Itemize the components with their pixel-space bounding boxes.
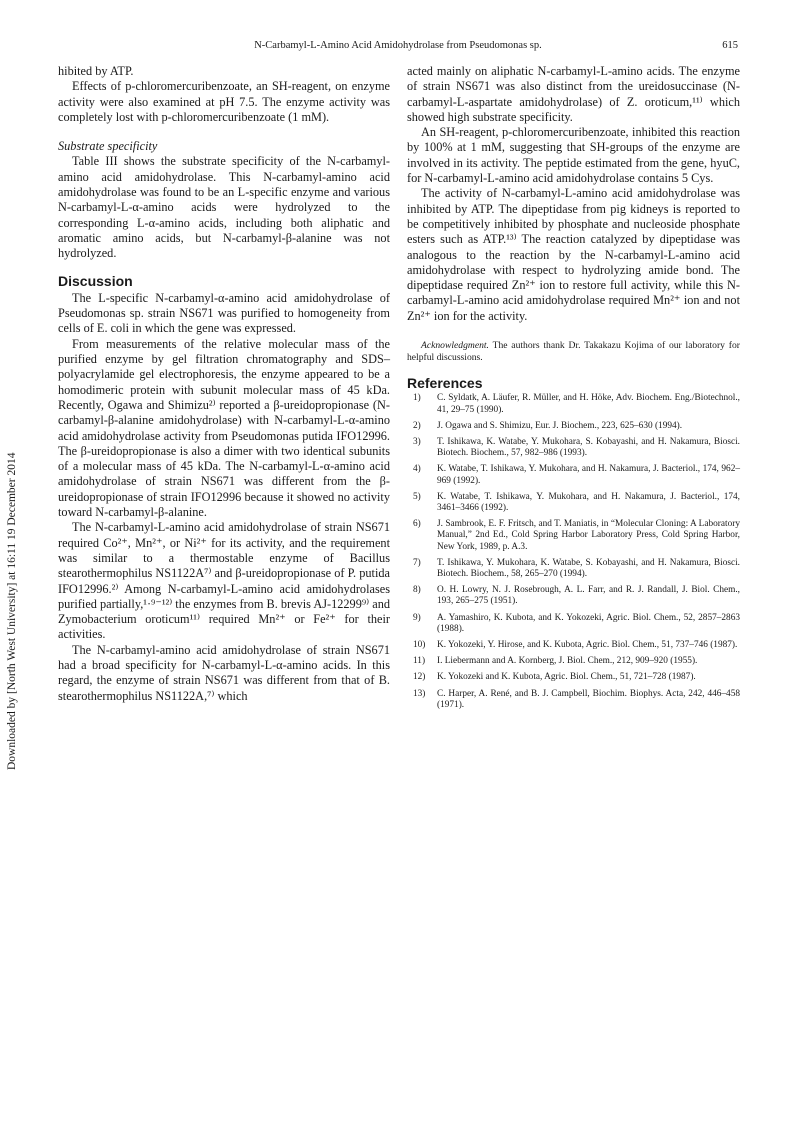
running-title: N-Carbamyl-L-Amino Acid Amidohydrolase from Pseudomonas sp. bbox=[254, 40, 542, 51]
reference-number: 8) bbox=[413, 585, 421, 596]
reference-number: 7) bbox=[413, 557, 421, 568]
reference-item bbox=[407, 421, 740, 432]
reference-text: J. Sambrook, E. F. Fritsch, and T. Maniatis, in “Molecular Cloning: A Laboratory Manual,” 2nd Ed., Cold Spring Harbor Laboratory Press, Cold Spring Harbor, New York, 1989, p. A.3. bbox=[437, 519, 740, 552]
reference-list bbox=[407, 393, 740, 711]
reference-item bbox=[407, 492, 740, 514]
reference-item bbox=[407, 640, 740, 651]
reference-text: K. Yokozeki, Y. Hirose, and K. Kubota, Agric. Biol. Chem., 51, 737–746 (1987). bbox=[437, 640, 738, 650]
reference-number: 6) bbox=[413, 519, 421, 530]
subsection-heading: Substrate specificity bbox=[58, 139, 158, 154]
reference-number: 3) bbox=[413, 436, 421, 447]
reference-item bbox=[407, 613, 740, 635]
reference-number: 5) bbox=[413, 491, 421, 502]
paragraph: From measurements of the relative molecular mass of the purified enzyme by gel filtration chromatography and SDS–polyacrylamide gel electrophoresis, the enzyme appeared to be a homodimeric protein with subunit molecular mass of 45 kDa. Recently, Ogawa and Shimizu²⁾ reported a β-ureidopropionase (N-carbamyl-β-alanine amidohydrolase) with N-carbamyl-L-α-amino acid amidohydrolase activity from Pseudomonas putida IFO12996. The β-ureidopropionase is also a dimer with two identical subunits of a molecular mass of 45 kDa. The N-carbamyl-L-α-amino acid amidohydrolase of strain NS671 was different from the β-ureidopropionase of strain IFO12996 because it showed no activity toward N-carbamyl-β-alanine. bbox=[58, 336, 390, 520]
acknowledgment bbox=[407, 340, 740, 364]
reference-text: K. Yokozeki and K. Kubota, Agric. Biol. Chem., 51, 721–728 (1987). bbox=[437, 672, 696, 683]
reference-item bbox=[407, 464, 740, 486]
download-notice: Downloaded by [North West University] at 16:11 19 December 2014 bbox=[6, 452, 18, 770]
paragraph: An SH-reagent, p-chloromercuribenzoate, inhibited this reaction by 100% at 1 mM, suggesting that SH-groups of the enzyme are involved in its activity. The peptide estimated from the gene, hyuC, for N-carbamyl-L-amino acid amidohydrolase contains 5 Cys. bbox=[407, 125, 740, 186]
acknowledgment-text: The authors thank Dr. Takakazu Kojima of our laboratory for helpful discussions. bbox=[407, 340, 740, 364]
reference-number: 13) bbox=[413, 688, 426, 699]
reference-text: T. Ishikawa, K. Watabe, Y. Mukohara, S. Kobayashi, and H. Nakamura, Biosci. Biotech. Biochem., 57, 982–986 (1993). bbox=[437, 436, 740, 459]
paragraph: Effects of p-chloromercuribenzoate, an SH-reagent, on enzyme activity were also examined at pH 7.5. The enzyme activity was completely lost with p-chloromercuribenzoate (1 mM). bbox=[58, 79, 390, 124]
reference-item bbox=[407, 437, 740, 459]
reference-number: 4) bbox=[413, 464, 421, 475]
paragraph: Table III shows the substrate specificity of the N-carbamyl-amino acid amidohydrolase. This N-carbamyl-amino acid amidohydrolase was found to be an L-specific enzyme and various N-carbamyl-L-α-amino acids were hydrolyzed to the corresponding L-α-amino acids, including both aliphatic and aromatic amino acids, but N-carbamyl-β-alanine was not hydrolyzed. bbox=[58, 154, 390, 261]
reference-item bbox=[407, 558, 740, 580]
reference-item bbox=[407, 689, 740, 711]
paragraph: The N-carbamyl-L-amino acid amidohydrolase of strain NS671 required Co²⁺, Mn²⁺, or Ni²⁺ for its activity, and the requirement was similar to a thermostable enzyme of Bacillus stearothermophilus NS1122A⁷⁾ and β-ureidopropionase of P. putida IFO12996.²⁾ Among N-carbamyl-L-amino acid amidohydrolases purified partially,¹·⁹⁻¹²⁾ the enzymes from B. brevis AJ-12299⁹⁾ and Zymobacterium oroticum¹¹⁾ required Mn²⁺ or Fe²⁺ for their activities. bbox=[58, 520, 390, 642]
reference-item bbox=[407, 519, 740, 553]
references-heading: References bbox=[407, 375, 483, 392]
reference-text: A. Yamashiro, K. Kubota, and K. Yokozeki, Agric. Biol. Chem., 52, 2857–2863 (1988). bbox=[437, 612, 740, 634]
paragraph: The activity of N-carbamyl-L-amino acid amidohydrolase was inhibited by ATP. The dipeptidase from pig kidneys is reported to be competitively inhibited by phosphate and nucleoside phosphate esters such as ATP.¹³⁾ The reaction catalyzed by dipeptidase was analogous to the reaction by the N-carbamyl-L-amino acid amidohydrolase with respect to hydrolyzing amide bond. The dipeptidase required Zn²⁺ ion to restore full activity, while this N-carbamyl-L-amino acid amidohydrolase required Mn²⁺ ion and not Zn²⁺ ion for the activity. bbox=[407, 186, 740, 323]
reference-text: C. Harper, A. René, and B. J. Campbell, Biochim. Biophys. Acta, 242, 446–458 (1971). bbox=[437, 688, 740, 710]
reference-text: K. Watabe, T. Ishikawa, Y. Mukohara, and H. Nakamura, J. Bacteriol., 174, 3461–3466 (1992). bbox=[437, 491, 740, 513]
reference-text: J. Ogawa and S. Shimizu, Eur. J. Biochem., 223, 625–630 (1994). bbox=[437, 420, 683, 431]
left-column bbox=[58, 64, 390, 704]
paragraph: acted mainly on aliphatic N-carbamyl-L-amino acids. The enzyme of strain NS671 was also distinct from the ureidosuccinase (N-carbamyl-L-aspartate amidohydrolase) of Z. oroticum,¹¹⁾ which showed high substrate specificity. bbox=[407, 64, 740, 124]
discussion-heading: Discussion bbox=[58, 272, 133, 289]
paragraph: The L-specific N-carbamyl-α-amino acid amidohydrolase of Pseudomonas sp. strain NS671 was purified to homogeneity from cells of E. coli in which the gene was expressed. bbox=[58, 290, 390, 336]
reference-number: 10) bbox=[413, 640, 426, 650]
reference-text: O. H. Lowry, N. J. Rosebrough, A. L. Farr, and R. J. Randall, J. Biol. Chem., 193, 265–275 (1951). bbox=[437, 585, 740, 607]
reference-item bbox=[407, 585, 740, 607]
paragraph: The N-carbamyl-amino acid amidohydrolase of strain NS671 had a broad specificity for N-carbamyl-L-α-amino acids. In this regard, the enzyme of strain NS671 was different from that of B. stearothermophilus NS1122A,⁷⁾ which bbox=[58, 642, 390, 703]
reference-text: K. Watabe, T. Ishikawa, Y. Mukohara, and H. Nakamura, J. Bacteriol., 174, 962–969 (1992). bbox=[437, 464, 740, 486]
acknowledgment-label: Acknowledgment. bbox=[421, 340, 489, 352]
reference-text: C. Syldatk, A. Läufer, R. Müller, and H. Höke, Adv. Biochem. Eng./Biotechnol., 41, 29–75 (1990). bbox=[437, 393, 740, 415]
reference-number: 9) bbox=[413, 612, 421, 623]
running-header bbox=[58, 40, 738, 56]
right-column bbox=[407, 64, 740, 716]
page-number: 615 bbox=[722, 40, 738, 51]
reference-text: T. Ishikawa, Y. Mukohara, K. Watabe, S. Kobayashi, and H. Nakamura, Biosci. Biotech. Biochem., 58, 265–270 (1994). bbox=[437, 557, 740, 579]
reference-item bbox=[407, 393, 740, 415]
reference-number: 12) bbox=[413, 672, 426, 683]
reference-item bbox=[407, 672, 740, 683]
reference-number: 11) bbox=[413, 656, 426, 667]
reference-number: 1) bbox=[413, 393, 421, 404]
reference-number: 2) bbox=[413, 420, 421, 431]
paragraph: hibited by ATP. bbox=[58, 64, 134, 78]
reference-item bbox=[407, 656, 740, 667]
reference-text: I. Liebermann and A. Kornberg, J. Biol. Chem., 212, 909–920 (1955). bbox=[437, 656, 698, 667]
